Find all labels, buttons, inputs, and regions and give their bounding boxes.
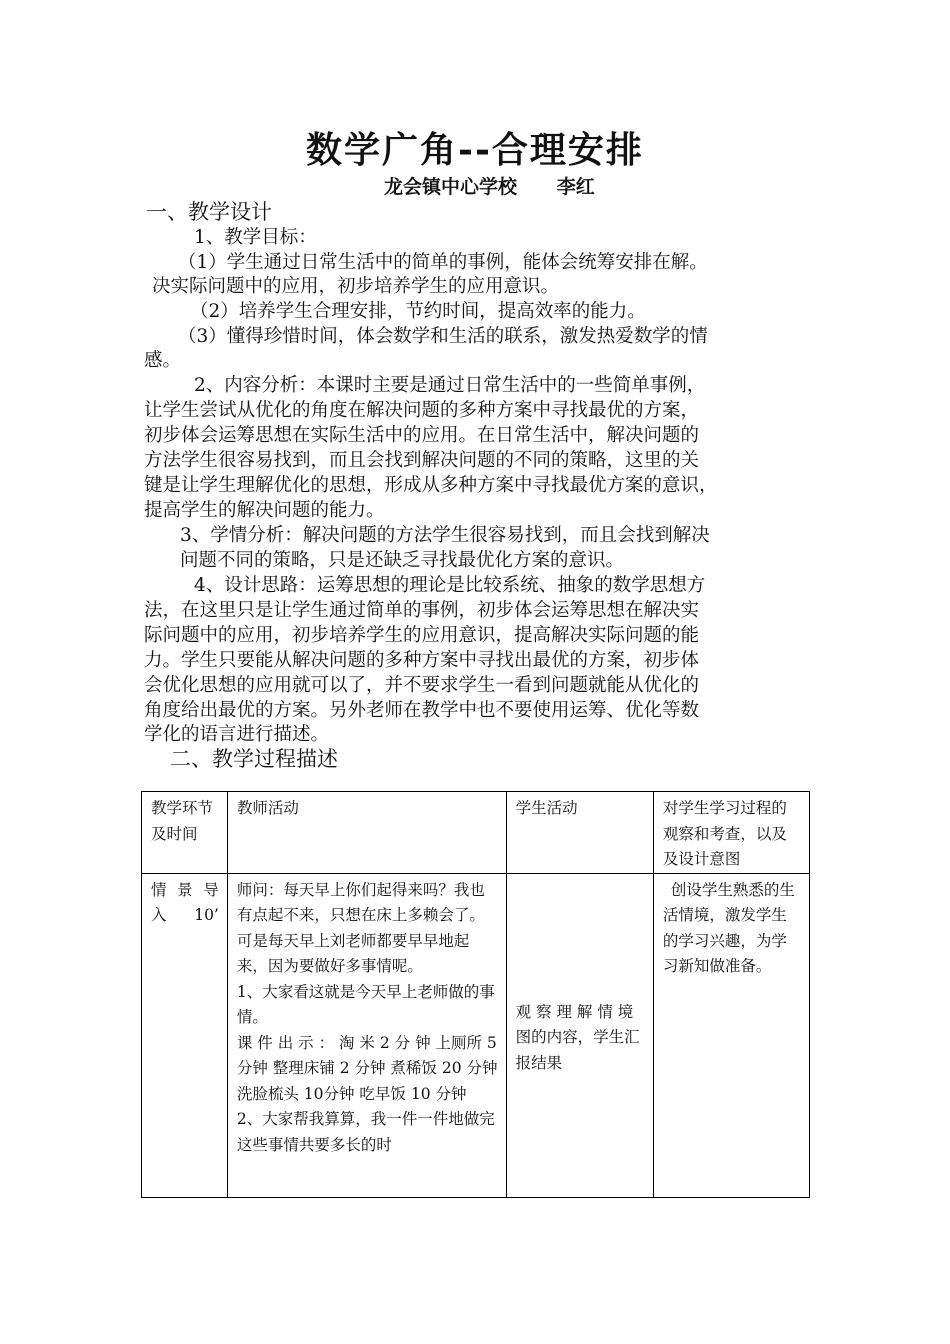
paragraph-line: 力。学生只要能从解决问题的多种方案中寻找出最优的方案，初步体 <box>144 650 700 671</box>
paragraph-line: 方法学生很容易找到，而且会找到解决问题的不同的策略，这里的关 <box>144 450 700 471</box>
paragraph-line: 问题不同的策略，只是还缺乏寻找最优化方案的意识。 <box>180 550 625 571</box>
paragraph-line: （3）懂得珍惜时间，体会数学和生活的联系，激发热爱数学的情 <box>178 326 708 347</box>
cell-stage <box>142 873 228 1197</box>
paragraph-line: 际问题中的应用，初步培养学生的应用意识，提高解决实际问题的能 <box>144 625 700 646</box>
header-cell-stage: 教学环节及时间 <box>142 792 228 874</box>
paragraph-line: 决实际问题中的应用，初步培养学生的应用意识。 <box>152 276 560 297</box>
paragraph-line: （1）学生通过日常生活中的简单的事例，能体会统筹安排在解。 <box>178 252 708 273</box>
paragraph-line: 会优化思想的应用就可以了，并不要求学生一看到问题就能从优化的 <box>144 675 700 696</box>
paragraph-line: 4、设计思路：运筹思想的理论是比较系统、抽象的数学思想方 <box>194 575 706 596</box>
paragraph-line: 感。 <box>144 350 182 371</box>
section-heading-process: 二、教学过程描述 <box>170 747 338 771</box>
header-cell-teacher: 教师活动 <box>227 792 506 874</box>
teacher-paragraph: 课 件 出 示 ： 淘 米 2 分 钟 上厕所 5 分钟 整理床铺 2 分钟 煮稀饭 20 分钟 洗脸梳头 10分钟 吃早饭 10 分钟 <box>236 1033 498 1103</box>
cell-design-intent <box>653 873 809 1197</box>
paragraph-line: 提高学生的解决问题的能力。 <box>144 500 385 521</box>
teacher-paragraph: 2、大家帮我算算，我一件一件地做完这些事情共要多长的时 <box>236 1110 495 1154</box>
cell-teacher-activity <box>227 873 506 1197</box>
paragraph-line: 3、学情分析：解决问题的方法学生很容易找到，而且会找到解决 <box>180 525 710 546</box>
header-cell-design: 对学生学习过程的观察和考查，以及及设计意图 <box>653 792 809 874</box>
author-line: 龙会镇中心学校 李红 <box>384 176 595 198</box>
design-text: 创设学生熟悉的生活情境，激发学生的学习兴趣，为学习新知做准备。 <box>662 880 795 975</box>
paragraph-line: 让学生尝试从优化的角度在解决问题的多种方案中寻找最优的方案， <box>144 400 700 421</box>
document-title: 数学广角--合理安排 <box>306 129 644 171</box>
subheading-objectives: 1、教学目标： <box>194 227 317 248</box>
teaching-process-table <box>141 791 810 1198</box>
stage-text: 情 景 导 入10’ <box>151 880 219 924</box>
paragraph-line: （2）培养学生合理安排，节约时间，提高效率的能力。 <box>190 301 646 322</box>
teacher-paragraph: 1、大家看这就是今天早上老师做的事情。 <box>236 982 495 1026</box>
paragraph-line: 学化的语言进行描述。 <box>144 724 330 745</box>
paragraph-line: 法，在这里只是让学生通过简单的事例，初步体会运筹思想在解决实 <box>144 600 700 621</box>
header-cell-student: 学生活动 <box>506 792 653 874</box>
paragraph-line: 2、内容分析：本课时主要是通过日常生活中的一些简单事例， <box>194 375 706 396</box>
paragraph-line: 角度给出最优的方案。另外老师在教学中也不要使用运筹、优化等数 <box>144 700 700 721</box>
paragraph-line: 键是让学生理解优化的思想，形成从多种方案中寻找最优方案的意识， <box>144 475 718 496</box>
student-text: 观 察 理 解 情 境 图的内容，学生汇报结果 <box>515 1002 640 1072</box>
paragraph-line: 初步体会运筹思想在实际生活中的应用。在日常生活中，解决问题的 <box>144 425 700 446</box>
cell-student-activity <box>506 873 653 1197</box>
table-row <box>142 873 810 1197</box>
table-header-row <box>142 792 810 874</box>
section-heading-design: 一、教学设计 <box>146 200 272 224</box>
teacher-paragraph: 师问：每天早上你们起得来吗？我也有点起不来，只想在床上多赖会了。可是每天早上刘老师都要早早地起来，因为要做好多事情呢。 <box>236 880 485 975</box>
